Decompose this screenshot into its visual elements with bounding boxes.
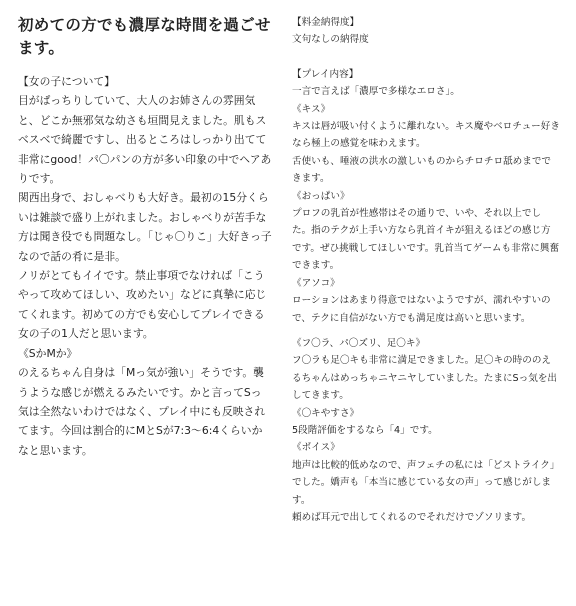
right-column xyxy=(282,0,576,606)
section-heading-about-girl: 【女の子について】 xyxy=(18,75,115,88)
subheading-climax: 《〇キやすさ》 xyxy=(292,407,360,419)
section-heading-play: 【プレイ内容】 xyxy=(292,68,359,80)
subheading-kiss: 《キス》 xyxy=(292,103,331,115)
paragraph: プロフの乳首が性感帯はその通りで、いや、それ以上でした。指のテクが上手い方なら乳首イキが狙えるほどの感じ方です。ぜひ挑戦してほしいです。乳首当てゲームも非常に興奮できます。 xyxy=(292,208,560,272)
left-column xyxy=(0,0,282,606)
section-heading-s-or-m: 《SかMか》 xyxy=(18,346,78,360)
paragraph: 舌使いも、唾液の洪水の激しいものからチロチロ舐めまでできます。 xyxy=(292,155,552,185)
subheading-breasts: 《おっぱい》 xyxy=(292,190,350,202)
paragraph: 地声は比較的低めなので、声フェチの私には「どストライク」でした。嬌声も「本当に感じている女の声」って感じがします。 xyxy=(292,459,560,506)
paragraph: キスは唇が吸い付くように離れない。キス魔やベロチュー好きなら極上の感覚を味わえます。 xyxy=(292,121,560,150)
spacer xyxy=(292,327,560,335)
paragraph: 一言で言えば「濃厚で多様なエロさ」。 xyxy=(292,86,460,98)
article-title: 初めての方でも濃厚な時間を過ごせます。 xyxy=(18,16,271,57)
spacer xyxy=(292,49,560,66)
section-heading-price: 【料金納得度】 xyxy=(292,17,360,28)
paragraph: 関西出身で、おしゃべりも大好き。最初の15分くらいは雑談で盛り上がれました。おしゃべりが苦手な方は聞き役でも問題なし。「じゃ〇りこ」大好きっ子なので話の肴に是非。 xyxy=(18,191,272,263)
paragraph: 目がぱっちりしていて、大人のお姉さんの雰囲気と、どこか無邪気な幼さも垣間見えました。肌もスベスベで綺麗ですし、出るところはしっかり出てて非常にgood！パ〇パンの方が多い印象の中でヘアありです。 xyxy=(18,94,272,186)
paragraph: 文句なしの納得度 xyxy=(292,34,369,46)
paragraph: フ〇ラも足〇キも非常に満足できました。足〇キの時ののえるちゃんはめっちゃニヤニヤしていました。たまにSっ気を出してきます。 xyxy=(292,355,558,402)
paragraph: ノリがとてもイイです。禁止事項でなければ「こうやって攻めてほしい、攻めたい」などに真摯に応じてくれます。初めての方でも安心してプレイできる女の子の1人だと思います。 xyxy=(18,269,267,341)
paragraph: 頼めば耳元で出してくれるのでそれだけでゾソリます。 xyxy=(292,511,532,523)
subheading-oral: 《フ〇ラ、パ〇ズリ、足〇キ》 xyxy=(292,337,426,349)
subheading-voice: 《ボイス》 xyxy=(292,442,340,454)
paragraph: ローションはあまり得意ではないようですが、濡れやすいので、テクに自信がない方でも満足度は高いと思います。 xyxy=(292,295,551,324)
paragraph: 5段階評価をするなら「4」です。 xyxy=(292,424,438,436)
subheading-private: 《アソコ》 xyxy=(292,277,340,289)
paragraph: のえるちゃん自身は「Mっ気が強い」そうです。襲うような感じが燃えるみたいです。かと言ってSっ気は全然ないわけではなく、プレイ中にも反映されてます。今回は割合的にMとSが7:3〜6:4くらいかなと思います。 xyxy=(18,366,266,457)
